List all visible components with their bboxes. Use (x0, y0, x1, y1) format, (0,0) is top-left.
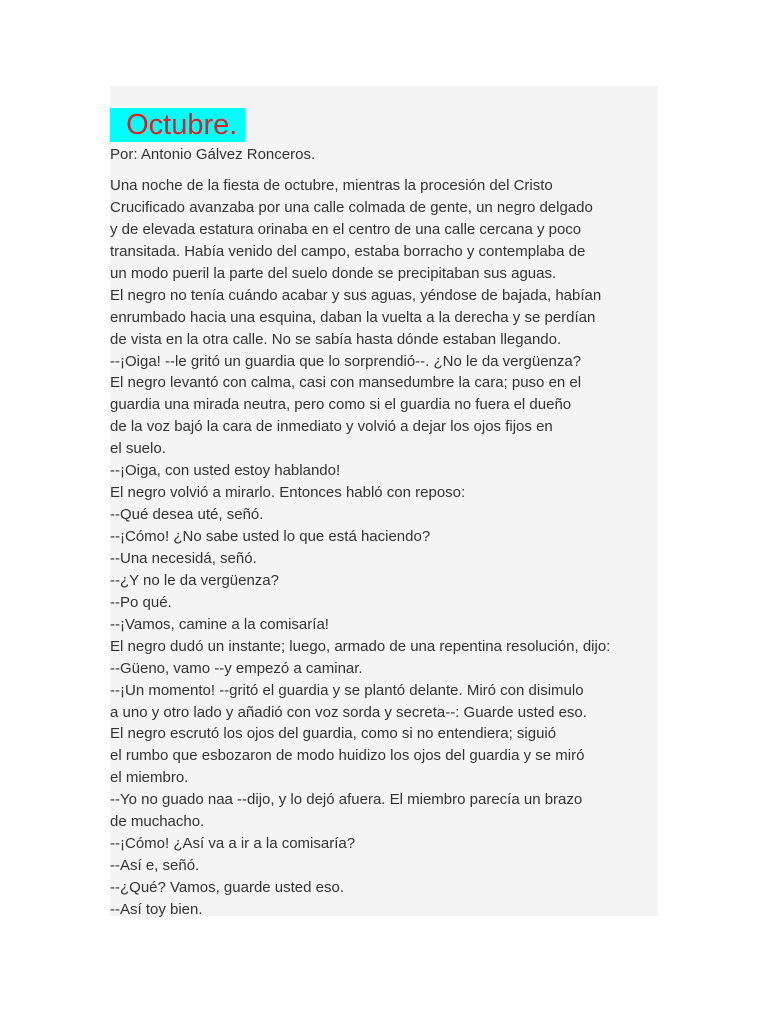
text-line: El negro no tenía cuándo acabar y sus aguas, yéndose de bajada, habían (110, 286, 602, 304)
text-line: de vista en la otra calle. No se sabía hasta dónde estaban llegando. (110, 330, 562, 348)
text-line: --Yo no guado naa --dijo, y lo dejó afuera. El miembro parecía un brazo (110, 791, 583, 809)
text-line: y de elevada estatura orinaba en el centro de una calle cercana y poco (110, 220, 582, 238)
text-line: --Qué desea uté, señó. (110, 506, 264, 524)
text-line: enrumbado hacia una esquina, daban la vuelta a la derecha y se perdían (110, 308, 596, 326)
document-byline: Por: Antonio Gálvez Ronceros. (110, 146, 316, 163)
text-line: Una noche de la fiesta de octubre, mientras la procesión del Cristo (110, 177, 553, 194)
document-body (110, 175, 650, 921)
text-line: --¡Cómo! ¿No sabe usted lo que está haciendo? (110, 528, 431, 545)
text-line: a uno y otro lado y añadió con voz sorda y secreta--: Guarde usted eso. (110, 703, 587, 721)
text-line: --Una necesidá, señó. (110, 549, 257, 567)
text-line: Crucificado avanzaba por una calle colmada de gente, un negro delgado (110, 198, 593, 216)
text-line: --¡Oiga! --le gritó un guardia que lo sorprendió--. ¿No le da vergüenza? (110, 352, 582, 370)
text-line: de la voz bajó la cara de inmediato y volvió a dejar los ojos fijos en (110, 418, 553, 436)
text-line: --¡Vamos, camine a la comisaría! (110, 615, 329, 633)
text-line: El negro escrutó los ojos del guardia, como si no entendiera; siguió (110, 725, 557, 743)
text-line: guardia una mirada neutra, pero como si el guardia no fuera el dueño (110, 396, 572, 414)
text-line: El negro levantó con calma, casi con mansedumbre la cara; puso en el (110, 374, 582, 392)
text-line: el miembro. (110, 769, 189, 787)
text-line: --¿Qué? Vamos, guarde usted eso. (110, 879, 345, 896)
text-line: un modo pueril la parte del suelo donde se precipitaban sus aguas. (110, 264, 557, 282)
text-line: --¡Oiga, con usted estoy hablando! (110, 462, 341, 480)
text-line: --¡Un momento! --gritó el guardia y se plantó delante. Miró con disimulo (110, 681, 584, 699)
text-line: de muchacho. (110, 813, 205, 831)
document-title: Octubre. (110, 108, 245, 142)
text-line: el rumbo que esbozaron de modo huidizo los ojos del guardia y se miró (110, 747, 585, 765)
text-line: el suelo. (110, 440, 166, 458)
text-line: El negro volvió a mirarlo. Entonces habló con reposo: (110, 484, 466, 502)
text-line: --¿Y no le da vergüenza? (110, 571, 279, 589)
text-line: --Así e, señó. (110, 857, 200, 875)
text-line: El negro dudó un instante; luego, armado de una repentina resolución, dijo: (110, 637, 611, 655)
text-line: --Así toy bien. (110, 900, 203, 918)
text-line: --¡Cómo! ¿Así va a ir a la comisaría? (110, 835, 356, 853)
text-line: transitada. Había venido del campo, estaba borracho y contemplaba de (110, 242, 586, 260)
text-line: --Güeno, vamo --y empezó a caminar. (110, 659, 363, 677)
text-line: --Po qué. (110, 593, 172, 611)
